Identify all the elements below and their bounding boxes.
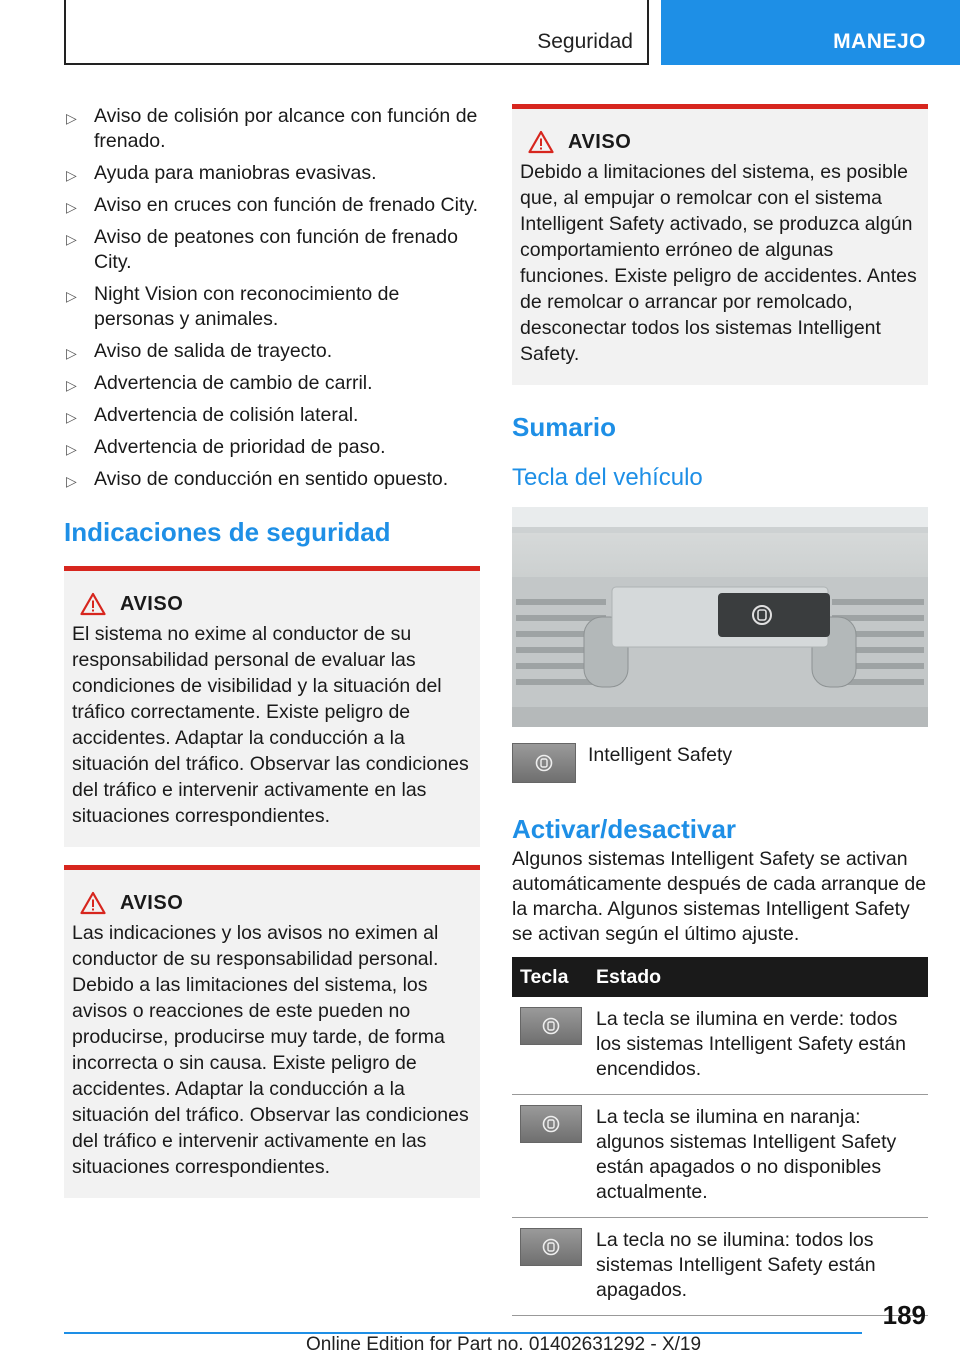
warning-box-3 bbox=[512, 104, 928, 385]
key-status-table bbox=[512, 957, 928, 1316]
intelligent-safety-key-legend bbox=[512, 743, 928, 783]
table-row bbox=[512, 1095, 928, 1218]
warning-text: Las indicaciones y los avisos no eximen al conductor de su responsabilidad personal. Debido a las limitaciones del sistema, los avisos o reacciones de este pueden no producirse, producirse muy tarde, de forma incorrecta o sin causa. Existe peligro de accidentes. Adaptar la conducción a la situación del tráfico. Observar las condiciones del tráfico e intervenir activamente en las situaciones correspondientes. bbox=[72, 922, 469, 1178]
bullet-triangle-icon: ▷ bbox=[66, 199, 77, 215]
header-chapter-tab bbox=[661, 0, 960, 65]
dashboard-photo bbox=[512, 507, 928, 727]
table-cell-status: La tecla no se ilumina: todos los sistemas Intelligent Safety están apagados. bbox=[588, 1218, 928, 1316]
list-item: ▷ Aviso de salida de trayecto. bbox=[64, 339, 480, 364]
intelligent-safety-icon bbox=[535, 754, 553, 772]
list-item: ▷ Aviso de conducción en sentido opuesto. bbox=[64, 467, 480, 492]
warning-box-1 bbox=[64, 566, 480, 847]
page-number: 189 bbox=[882, 1300, 926, 1330]
bullet-triangle-icon: ▷ bbox=[66, 345, 77, 361]
intelligent-safety-icon bbox=[542, 1238, 560, 1256]
warning-title: AVISO bbox=[120, 892, 184, 914]
intelligent-safety-button bbox=[520, 1105, 582, 1143]
table-header-status: Estado bbox=[588, 957, 928, 997]
warning-triangle-icon bbox=[80, 592, 106, 616]
subsection-title-vehicle-key: Tecla del vehículo bbox=[512, 464, 703, 491]
warning-title: AVISO bbox=[568, 131, 632, 153]
list-item: ▷ Advertencia de colisión lateral. bbox=[64, 403, 480, 428]
intelligent-safety-button bbox=[520, 1228, 582, 1266]
warning-title: AVISO bbox=[120, 593, 184, 615]
warning-text: Debido a limitaciones del sistema, es posible que, al empujar o remolcar con el sistema Intelligent Safety activado, se produzca algún comportamiento erróneo de algunas funciones. Existe peligro de accidentes. Antes de remolcar o arrancar por remolcado, desconectar todos los sistemas Intelligent Safety. bbox=[520, 161, 917, 365]
header-section-tab bbox=[64, 0, 649, 65]
right-column bbox=[512, 104, 928, 1316]
section-title-activate: Activar/desactivar bbox=[512, 814, 737, 844]
bullet-triangle-icon: ▷ bbox=[66, 231, 77, 247]
bullet-triangle-icon: ▷ bbox=[66, 473, 77, 489]
table-row bbox=[512, 997, 928, 1095]
list-item: ▷ Night Vision con reconocimiento de personas y animales. bbox=[66, 283, 400, 330]
intelligent-safety-label: Intelligent Safety bbox=[588, 744, 733, 766]
list-item: ▷ Ayuda para maniobras evasivas. bbox=[64, 161, 480, 186]
section-title-summary: Sumario bbox=[512, 412, 617, 442]
footer-edition: Online Edition for Part no. 01402631292 - X/19 bbox=[306, 1334, 702, 1355]
bullet-triangle-icon: ▷ bbox=[66, 441, 77, 457]
list-item: ▷ Aviso en cruces con función de frenado City. bbox=[64, 193, 480, 218]
intelligent-safety-icon bbox=[542, 1115, 560, 1133]
feature-list bbox=[64, 104, 480, 492]
bullet-triangle-icon: ▷ bbox=[66, 288, 77, 304]
list-item: ▷ Advertencia de prioridad de paso. bbox=[64, 435, 480, 460]
table-row bbox=[512, 1218, 928, 1316]
left-column bbox=[64, 104, 480, 1198]
intelligent-safety-button bbox=[512, 743, 576, 783]
intelligent-safety-icon bbox=[542, 1017, 560, 1035]
header-section-title: Seguridad bbox=[537, 30, 633, 53]
warning-triangle-icon bbox=[80, 891, 106, 915]
bullet-triangle-icon: ▷ bbox=[66, 110, 77, 126]
list-item: ▷ Aviso de colisión por alcance con función de frenado. bbox=[66, 105, 478, 152]
bullet-triangle-icon: ▷ bbox=[66, 167, 77, 183]
warning-triangle-icon bbox=[528, 130, 554, 154]
section-title-safety: Indicaciones de seguridad bbox=[64, 517, 391, 547]
warning-text: El sistema no exime al conductor de su responsabilidad personal de evaluar las condiciones de visibilidad y la situación del tráfico correctamente. Existe peligro de accidentes. Adaptar la conducción a la situación del tráfico. Observar las condiciones del tráfico e intervenir activamente en las situaciones correspondientes. bbox=[72, 623, 469, 827]
activate-paragraph: Algunos sistemas Intelligent Safety se activan automáticamente después de cada arranque de la marcha. Algunos sistemas Intelligent Safety se activan según el último ajuste. bbox=[512, 848, 927, 945]
table-header-key: Tecla bbox=[512, 957, 588, 997]
list-item: ▷ Aviso de peatones con función de frenado City. bbox=[66, 226, 458, 273]
intelligent-safety-button bbox=[520, 1007, 582, 1045]
bullet-triangle-icon: ▷ bbox=[66, 409, 77, 425]
table-cell-status: La tecla se ilumina en verde: todos los sistemas Intelligent Safety están encendidos. bbox=[588, 997, 928, 1095]
header-chapter-title: MANEJO bbox=[833, 30, 926, 53]
warning-box-2 bbox=[64, 865, 480, 1198]
table-cell-status: La tecla se ilumina en naranja: algunos sistemas Intelligent Safety están apagados o no disponibles actualmente. bbox=[588, 1095, 928, 1218]
list-item: ▷ Advertencia de cambio de carril. bbox=[64, 371, 480, 396]
bullet-triangle-icon: ▷ bbox=[66, 377, 77, 393]
